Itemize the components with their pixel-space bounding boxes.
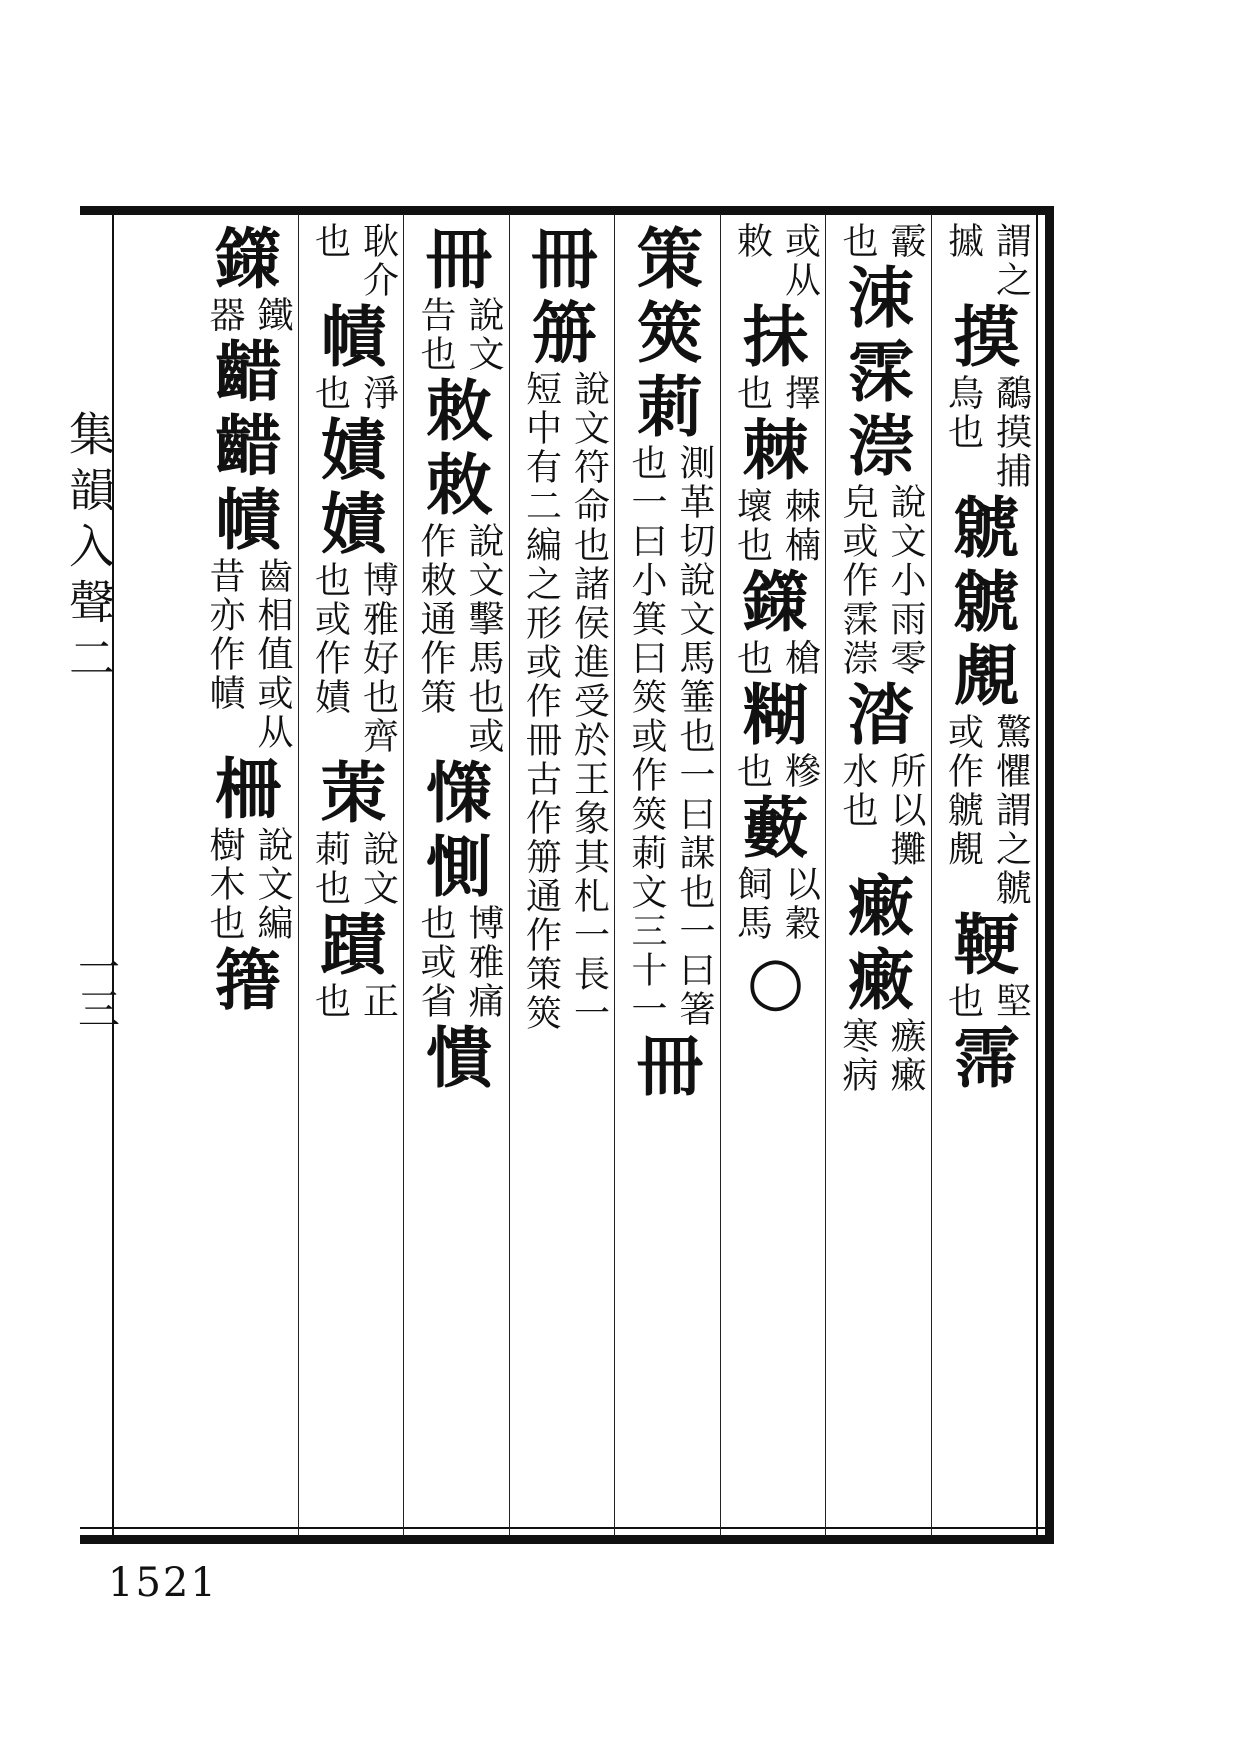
annotation-left-line: 也或省 (415, 904, 456, 1021)
annotation (942, 982, 1032, 1021)
headword (954, 300, 1020, 374)
text-column (192, 222, 304, 1522)
headword-char: 茦 (320, 754, 387, 832)
headword-char: 霂 (848, 333, 914, 411)
headword (954, 491, 1020, 713)
headword-char: 鏼 (215, 220, 281, 298)
headword-char: 齰 (215, 333, 281, 411)
annotation-left-line: 壞也 (731, 487, 773, 565)
headword-char: 藪 (742, 789, 809, 867)
annotation (309, 982, 399, 1021)
annotation-right-line: 擇 (779, 374, 821, 413)
headword-char: 抺 (742, 298, 809, 376)
headword (215, 752, 281, 826)
headword (426, 222, 492, 296)
annotation-left-line: 敕 (731, 222, 773, 261)
annotation (414, 522, 504, 756)
annotation (625, 444, 715, 1029)
headword-char: 策 (637, 220, 703, 298)
text-column (509, 222, 621, 1522)
annotation-right-line: 糝 (779, 752, 821, 791)
annotation-right-line: 鷸摸捕 (990, 374, 1032, 491)
annotation-left-line: 或作虩覤 (942, 713, 984, 869)
annotation-right-line: 測革切說文馬箠也一曰謀也一曰箸 (674, 444, 715, 1029)
annotation-right-line: 博雅好也齊 (357, 561, 399, 756)
headword-char: 冊 (637, 1027, 703, 1105)
text-column (720, 222, 832, 1522)
text-column (825, 222, 937, 1522)
headword (321, 300, 387, 374)
headword (747, 943, 805, 1017)
headword-char: 瘷 (848, 941, 914, 1019)
headword-char: 柵 (215, 750, 281, 828)
headword-char: 鞕 (953, 906, 1020, 984)
headword-char: 虩 (953, 489, 1020, 567)
annotation (836, 483, 926, 678)
annotation (203, 557, 293, 752)
page-number: 1521 (108, 1560, 218, 1606)
annotation-left-line: 作敇通作策 (415, 522, 456, 717)
annotation-right-line: 說文 (463, 296, 504, 374)
annotation (731, 222, 821, 300)
annotation-left-line: 昔亦作幘 (204, 557, 245, 713)
annotation-right-line: 驚懼謂之虩 (990, 713, 1032, 908)
headword-char: 漴 (848, 407, 914, 485)
headword-char: 惻 (426, 828, 492, 906)
annotation (731, 374, 821, 413)
headword (426, 756, 492, 904)
text-column (298, 222, 410, 1522)
headword-char: 笧 (531, 294, 598, 372)
margin-folio: 一三 (72, 945, 121, 1029)
annotation-left-line: 告也 (415, 296, 456, 374)
annotation-left-line: 也 (309, 222, 351, 261)
headword-char: 蹟 (320, 906, 387, 984)
annotation-right-line: 謂之 (990, 222, 1032, 300)
annotation (414, 904, 504, 1021)
annotation-right-line: 堅 (990, 982, 1032, 1021)
annotation-left-line: 鳥也 (942, 374, 984, 452)
headword (743, 791, 809, 865)
annotation-right-line: 棘楠 (779, 487, 821, 565)
annotation-left-line: 也 (731, 374, 773, 413)
headword (321, 908, 387, 982)
annotation (942, 374, 1032, 491)
annotation-left-line: 也 (837, 222, 878, 261)
headword-char: ○ (746, 941, 805, 1019)
annotation (836, 222, 926, 261)
headword-char: 憡 (426, 754, 492, 832)
headword-char: 冊 (426, 220, 492, 298)
annotation-right-line: 槍 (779, 639, 821, 678)
annotation-left-line: 皃或作霂漴 (837, 483, 878, 678)
annotation-right-line: 淨 (357, 374, 399, 413)
annotation-right-line: 說文符命也諸侯進受於王象其札一長一 (568, 370, 610, 1033)
headword-char: 涑 (848, 259, 914, 337)
headword (954, 1021, 1020, 1095)
annotation (309, 561, 399, 756)
annotation (309, 830, 399, 908)
annotation (520, 370, 610, 1033)
annotation (731, 487, 821, 565)
headword-char: 摸 (953, 298, 1020, 376)
headword-char: 幘 (215, 481, 281, 559)
headword-char: 鏼 (742, 563, 809, 641)
annotation-right-line: 瘯瘷 (885, 1017, 926, 1095)
annotation-left-line: 短中有二編之形或作冊古作笧通作策筴 (520, 370, 562, 1033)
headword-char: 糊 (742, 676, 809, 754)
annotation-right-line: 或从 (779, 222, 821, 300)
annotation-right-line: 所以攤 (885, 752, 926, 869)
annotation-right-line: 說文 (357, 830, 399, 908)
headword-char: 敇 (426, 446, 492, 524)
annotation-right-line: 鐵 (252, 296, 293, 335)
headword-char: 簎 (215, 941, 281, 1019)
annotation-left-line: 也或作嫧 (309, 561, 351, 717)
headword-char: 憒 (426, 1019, 492, 1097)
text-column (931, 222, 1043, 1522)
annotation-left-line: 莿也 (309, 830, 351, 908)
headword (848, 869, 914, 1017)
headword (215, 335, 281, 557)
annotation (414, 296, 504, 374)
annotation-right-line: 說文編 (252, 826, 293, 943)
headword (321, 756, 387, 830)
headword-char: 冊 (531, 220, 598, 298)
headword-char: 齰 (215, 407, 281, 485)
annotation (731, 639, 821, 678)
annotation-right-line: 說文小雨零 (885, 483, 926, 678)
headword-char: 瘷 (848, 867, 914, 945)
headword-char: 涾 (848, 676, 914, 754)
annotation-left-line: 摵 (942, 222, 984, 261)
annotation-left-line: 水也 (837, 752, 878, 830)
headword (637, 222, 703, 444)
headword-char: 虩 (953, 563, 1020, 641)
annotation-left-line: 也 (309, 982, 351, 1021)
annotation (203, 826, 293, 943)
annotation-right-line: 耿介 (357, 222, 399, 300)
headword-char: 覤 (953, 637, 1020, 715)
annotation-left-line: 樹木也 (204, 826, 245, 943)
headword-char: 嫧 (320, 411, 387, 489)
annotation-right-line: 齒相值或从 (252, 557, 293, 752)
annotation (942, 713, 1032, 908)
headword (321, 413, 387, 561)
text-column (614, 222, 726, 1522)
headword (743, 678, 809, 752)
annotation-right-line: 說文擊馬也或 (463, 522, 504, 756)
headword-char: 敇 (426, 372, 492, 450)
annotation (203, 296, 293, 335)
text-column (403, 222, 515, 1522)
headword (426, 374, 492, 522)
headword (954, 908, 1020, 982)
annotation (836, 1017, 926, 1095)
annotation (309, 374, 399, 413)
headword (743, 413, 809, 487)
annotation-left-line: 飼馬 (731, 865, 773, 943)
annotation-left-line: 也一曰小箕曰筴或作筴莿文三十一 (626, 444, 667, 1029)
headword-char: 霈 (953, 1019, 1020, 1097)
headword (532, 222, 598, 370)
margin-title: 集韻入聲二 (62, 410, 116, 690)
annotation (309, 222, 399, 300)
headword-char: 幘 (320, 298, 387, 376)
annotation (836, 752, 926, 869)
headword (426, 1021, 492, 1095)
headword (848, 678, 914, 752)
annotation (942, 222, 1032, 300)
headword (743, 300, 809, 374)
annotation-right-line: 以穀 (779, 865, 821, 943)
headword (215, 222, 281, 296)
annotation-left-line: 寒病 (837, 1017, 878, 1095)
annotation-right-line: 霰 (885, 222, 926, 261)
headword (848, 261, 914, 483)
annotation-left-line: 也 (731, 639, 773, 678)
annotation-left-line: 也 (731, 752, 773, 791)
annotation-right-line: 博雅痛 (463, 904, 504, 1021)
headword (215, 943, 281, 1017)
annotation (731, 865, 821, 943)
annotation-left-line: 也 (942, 982, 984, 1021)
headword-char: 棘 (742, 411, 809, 489)
headword-char: 筴 (637, 294, 703, 372)
annotation-left-line: 也 (309, 374, 351, 413)
headword-char: 莿 (637, 368, 703, 446)
headword (743, 565, 809, 639)
annotation-left-line: 器 (204, 296, 245, 335)
headword (637, 1029, 703, 1103)
headword-char: 嫧 (320, 485, 387, 563)
annotation-right-line: 正 (357, 982, 399, 1021)
annotation (731, 752, 821, 791)
